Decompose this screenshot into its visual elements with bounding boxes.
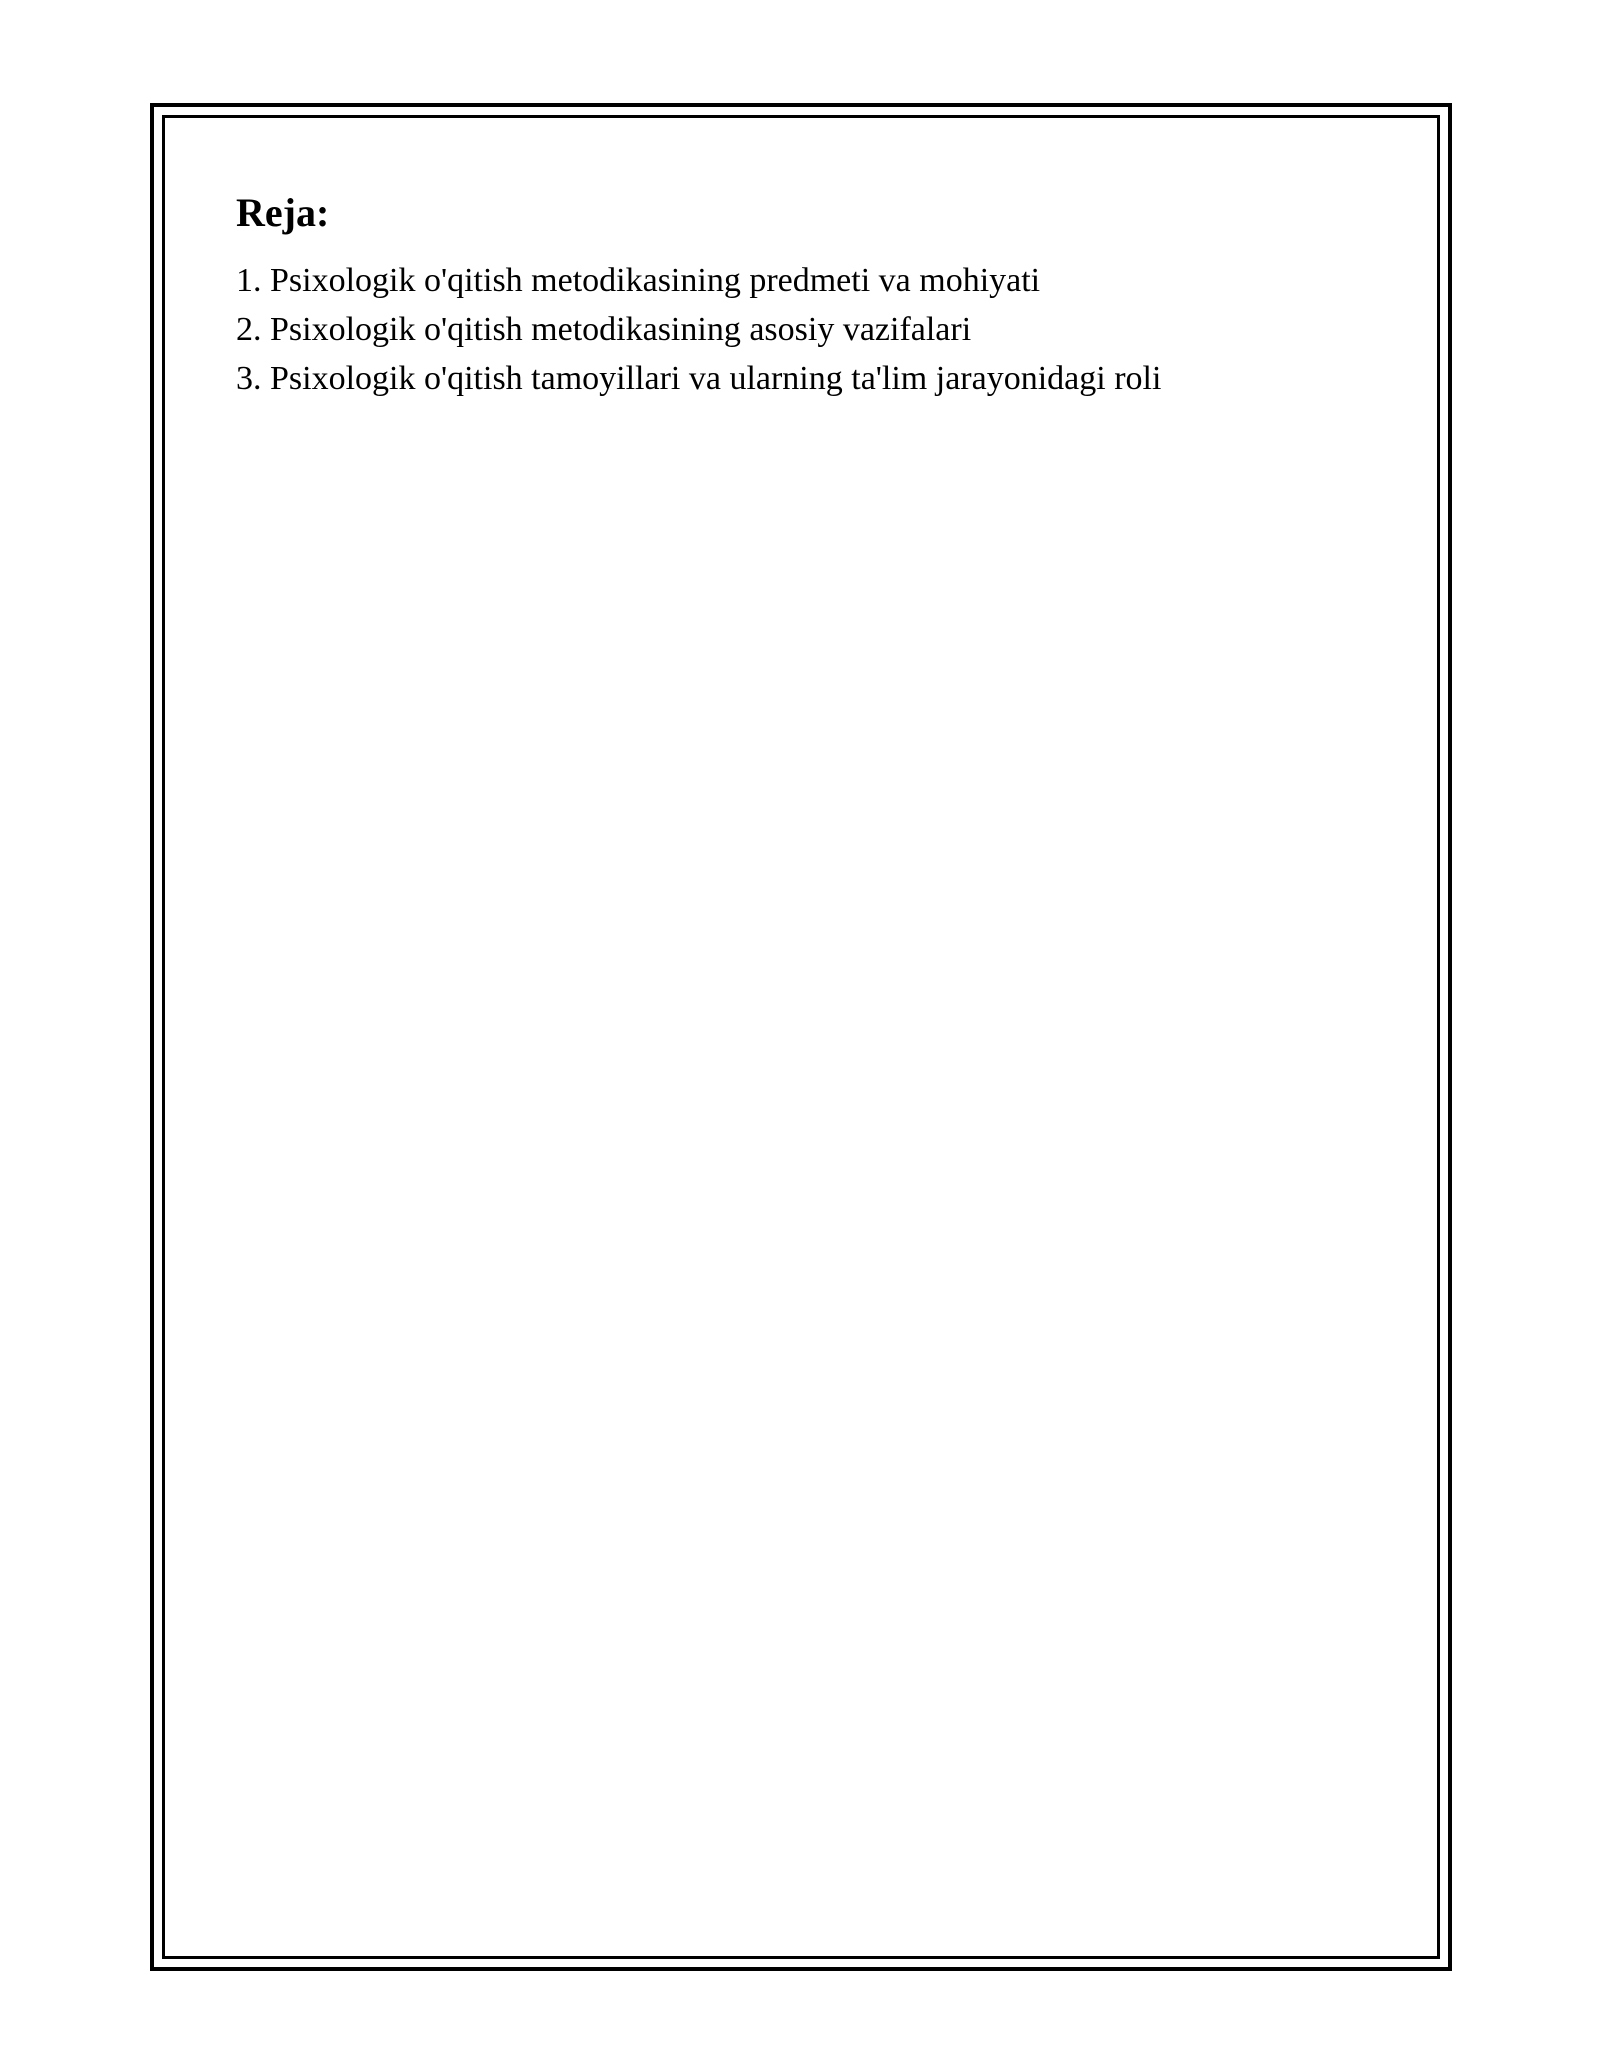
plan-item-number: 3. bbox=[236, 360, 262, 397]
plan-item bbox=[236, 354, 1386, 403]
plan-item-text: Psixologik o'qitish metodikasining asosiy vazifalari bbox=[270, 311, 972, 348]
plan-item-number: 1. bbox=[236, 262, 262, 299]
plan-heading: Reja: bbox=[236, 190, 330, 235]
plan-item-text: Psixologik o'qitish metodikasining predmeti va mohiyati bbox=[270, 262, 1041, 299]
plan-item bbox=[236, 305, 1386, 354]
plan-item-text: Psixologik o'qitish tamoyillari va ularning ta'lim jarayonidagi roli bbox=[270, 360, 1162, 397]
document-content bbox=[236, 186, 1386, 403]
plan-item bbox=[236, 256, 1386, 305]
plan-list bbox=[236, 256, 1386, 403]
plan-item-number: 2. bbox=[236, 311, 262, 348]
